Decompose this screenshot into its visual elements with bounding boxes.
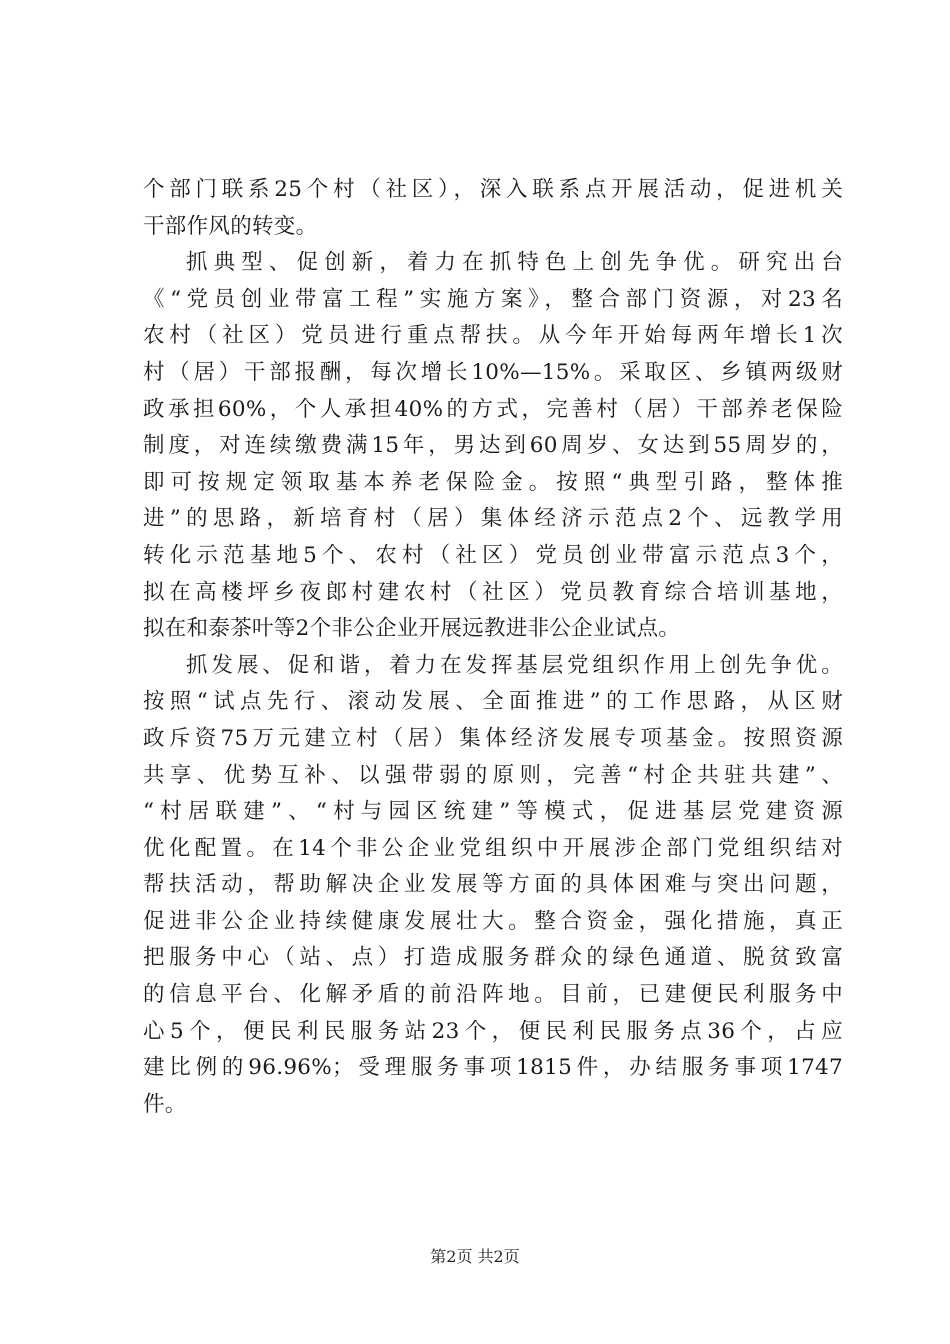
body-text xyxy=(143,172,843,1123)
text-line: 转化示范基地5个、农村（社区）党员创业带富示范点3个， xyxy=(143,542,843,568)
text-line: 拟在和泰茶叶等2个非公企业开展远教进非公企业试点。 xyxy=(143,616,681,642)
text-line: 即可按规定领取基本养老保险金。按照“典型引路，整体推 xyxy=(143,469,843,495)
text-line: 心5个，便民利民服务站23个，便民利民服务点36个，占应 xyxy=(143,1018,843,1044)
text-line: 政斥资75万元建立村（居）集体经济发展专项基金。按照资源 xyxy=(143,725,843,751)
text-line: 把服务中心（站、点）打造成服务群众的绿色通道、脱贫致富 xyxy=(143,945,843,971)
text-line: “村居联建”、“村与园区统建”等模式，促进基层党建资源 xyxy=(143,799,843,825)
text-line: 制度，对连续缴费满15年，男达到60周岁、女达到55周岁的， xyxy=(143,433,843,459)
text-line: 共享、优势互补、以强带弱的原则，完善“村企共驻共建”、 xyxy=(143,762,843,788)
text-line: 的信息平台、化解矛盾的前沿阵地。目前，已建便民利服务中 xyxy=(143,982,843,1008)
paragraph-first-line: 抓典型、促创新，着力在抓特色上创先争优。研究出台 xyxy=(186,250,843,276)
text-line: 按照“试点先行、滚动发展、全面推进”的工作思路，从区财 xyxy=(143,689,843,715)
text-line: 政承担60%，个人承担40%的方式，完善村（居）干部养老保险 xyxy=(143,396,843,422)
text-line: 《“党员创业带富工程”实施方案》，整合部门资源，对23名 xyxy=(143,286,843,312)
text-line: 建比例的96.96%；受理服务事项1815件，办结服务事项1747 xyxy=(143,1055,843,1081)
text-line: 帮扶活动，帮助解决企业发展等方面的具体困难与突出问题， xyxy=(143,872,843,898)
text-line: 进”的思路，新培育村（居）集体经济示范点2个、远教学用 xyxy=(143,506,843,532)
text-line: 件。 xyxy=(143,1091,187,1117)
text-line: 优化配置。在14个非公企业党组织中开展涉企部门党组织结对 xyxy=(143,835,843,861)
text-line: 个部门联系25个村（社区），深入联系点开展活动，促进机关 xyxy=(143,177,843,202)
text-line: 干部作风的转变。 xyxy=(143,213,318,239)
text-line: 村（居）干部报酬，每次增长10%—15%。采取区、乡镇两级财 xyxy=(143,359,843,385)
text-line: 农村（社区）党员进行重点帮扶。从今年开始每两年增长1次 xyxy=(143,323,843,349)
text-line: 拟在高楼坪乡夜郎村建农村（社区）党员教育综合培训基地， xyxy=(143,579,843,605)
paragraph-first-line: 抓发展、促和谐，着力在发挥基层党组织作用上创先争优。 xyxy=(186,652,843,678)
page-footer: 第2页 共2页 xyxy=(430,1247,520,1266)
text-line: 促进非公企业持续健康发展壮大。整合资金，强化措施，真正 xyxy=(143,908,843,934)
